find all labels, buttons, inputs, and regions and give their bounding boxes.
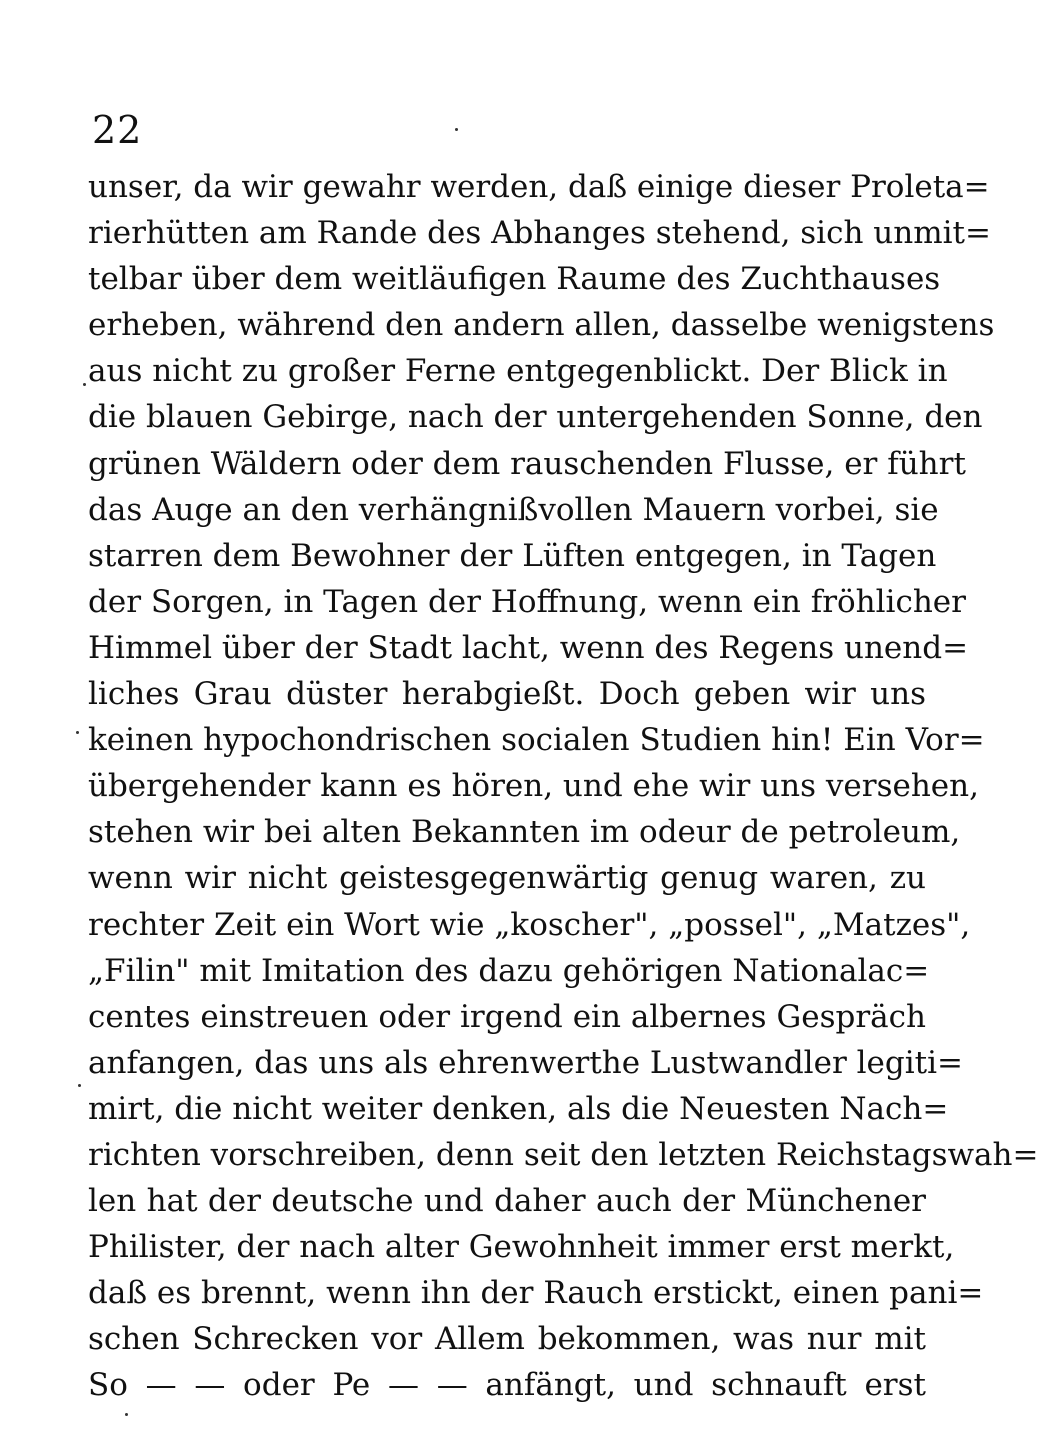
text-line: aus nicht zu großer Ferne entgegenblickt. Der Blick in: [88, 353, 948, 390]
text-line: Himmel über der Stadt lacht, wenn des Regens unend=: [88, 629, 969, 666]
text-line: liches Grau düster herabgießt. Doch geben wir uns: [88, 676, 926, 713]
text-line: die blauen Gebirge, nach der untergehenden Sonne, den: [88, 399, 983, 436]
text-line: stehen wir bei alten Bekannten im odeur de petroleum,: [88, 814, 961, 851]
text-line: daß es brennt, wenn ihn der Rauch erstickt, einen pani=: [88, 1275, 984, 1312]
body-text: [88, 164, 1038, 1409]
text-line: übergehender kann es hören, und ehe wir uns versehen,: [88, 768, 979, 805]
text-line: keinen hypochondrischen socialen Studien hin! Ein Vor=: [88, 722, 985, 759]
text-line: unser, da wir gewahr werden, daß einige dieser Proleta=: [88, 169, 990, 205]
text-line: So — — oder Pe — — anfängt, und schnauft erst: [88, 1367, 926, 1404]
text-line: centes einstreuen oder irgend ein albernes Gespräch: [88, 998, 926, 1035]
text-line: richten vorschreiben, denn seit den letzten Reichstagswah=: [88, 1136, 1038, 1173]
text-line: wenn wir nicht geistesgegenwärtig genug waren, zu: [88, 860, 926, 897]
scan-speck: [455, 128, 458, 131]
text-line: rechter Zeit ein Wort wie „koscher", „possel", „Matzes",: [88, 906, 971, 943]
text-line: mirt, die nicht weiter denken, als die Neuesten Nach=: [88, 1090, 949, 1127]
text-line: der Sorgen, in Tagen der Hoffnung, wenn ein fröhlicher: [88, 583, 966, 620]
scan-speck: [125, 1413, 128, 1416]
text-line: len hat der deutsche und daher auch der Münchener: [88, 1183, 926, 1220]
scan-speck: [78, 1084, 81, 1087]
text-line: rierhütten am Rande des Abhanges stehend, sich unmit=: [88, 215, 991, 252]
scan-speck: [76, 731, 79, 734]
text-line: telbar über dem weitläufigen Raume des Zuchthauses: [88, 261, 941, 298]
text-line: starren dem Bewohner der Lüften entgegen, in Tagen: [88, 537, 937, 574]
text-line: grünen Wäldern oder dem rauschenden Flusse, er führt: [88, 445, 966, 482]
page-number: 22: [92, 108, 143, 152]
text-line: schen Schrecken vor Allem bekommen, was nur mit: [88, 1321, 926, 1358]
scan-speck: [83, 383, 86, 386]
text-line: das Auge an den verhängnißvollen Mauern vorbei, sie: [88, 491, 939, 528]
text-line: „Filin" mit Imitation des dazu gehörigen Nationalac=: [88, 952, 930, 989]
text-line: erheben, während den andern allen, dasselbe wenigstens: [88, 307, 995, 344]
text-line: Philister, der nach alter Gewohnheit immer erst merkt,: [88, 1229, 955, 1266]
text-line: anfangen, das uns als ehrenwerthe Lustwandler legiti=: [88, 1044, 963, 1081]
